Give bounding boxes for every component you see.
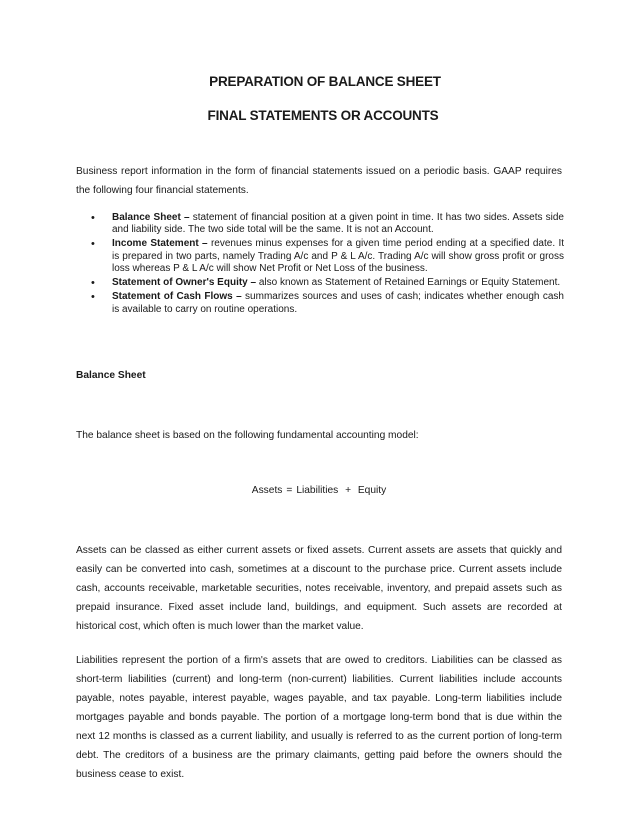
model-intro-paragraph: The balance sheet is based on the following fundamental accounting model: bbox=[76, 430, 419, 441]
equation-plus: + bbox=[345, 485, 352, 496]
equation-left: Assets bbox=[251, 485, 283, 496]
statement-description: statement of financial position at a given point in time. It has two sides. Assets side and liability side. The two side total will be the same. It is not an Account. bbox=[112, 212, 564, 236]
document-title: PREPARATION OF BALANCE SHEET bbox=[209, 74, 441, 89]
intro-paragraph: Business report information in the form of financial statements issued on a periodic basis. GAAP requires the following four financial statements. bbox=[76, 166, 562, 196]
statement-description: revenues minus expenses for a given time period ending at a specified date. It is prepared in two parts, namely Trading A/c and P & L A/c. Trading A/c will show gross profit or gross loss whereas P & L A/c will show Net Profit or Net Loss of the business. bbox=[112, 238, 565, 275]
accounting-equation bbox=[0, 485, 638, 496]
statement-term: Income Statement bbox=[112, 238, 199, 250]
statement-description: also known as Statement of Retained Earnings or Equity Statement. bbox=[258, 277, 561, 289]
section-heading: Balance Sheet bbox=[76, 370, 146, 381]
equation-term-1: Liabilities bbox=[296, 485, 339, 496]
list-item bbox=[76, 291, 564, 316]
statement-description: summarizes sources and uses of cash; indicates whether enough cash is available to carry on routine operations. bbox=[112, 291, 564, 315]
statement-term: Statement of Owner's Equity bbox=[112, 277, 248, 289]
document-subtitle: FINAL STATEMENTS OR ACCOUNTS bbox=[207, 108, 439, 123]
liabilities-paragraph: Liabilities represent the portion of a firm's assets that are owed to creditors. Liabilities can be classed as short-term liabilities (current) and long-term (non-current) liabilities. Current liabilities include accounts payable, notes payable, interest payable, wages payable, and tax payable. Long-term liabilities include mortgages payable and bonds payable. The portion of a mortgage long-term bond that is due within the next 12 months is classed as a current liability, and usually is referred to as the current portion of long-term debt. The creditors of a business are the primary claimants, getting paid before the owners should the business cease to exist. bbox=[76, 655, 562, 780]
statement-separator: – bbox=[180, 212, 193, 223]
statement-separator: – bbox=[198, 238, 211, 250]
equation-term-2: Equity bbox=[357, 485, 387, 496]
financial-statements-list bbox=[76, 212, 564, 318]
statement-term: Balance Sheet bbox=[112, 212, 181, 223]
list-item bbox=[76, 277, 564, 289]
list-item bbox=[76, 238, 564, 275]
assets-paragraph: Assets can be classed as either current assets or fixed assets. Current assets are assets that quickly and easily can be converted into cash, sometimes at a discount to the purchase price. Current assets include cash, accounts receivable, marketable securities, notes receivable, inventory, and prepaid assets such as prepaid insurance. Fixed asset include land, buildings, and equipment. Such assets are recorded at historical cost, which often is much lower than the market value. bbox=[76, 545, 562, 632]
statement-term: Statement of Cash Flows bbox=[112, 291, 233, 303]
statement-separator: – bbox=[232, 291, 246, 303]
equation-equals: = bbox=[286, 485, 293, 496]
list-item bbox=[76, 212, 564, 237]
statement-separator: – bbox=[247, 277, 259, 289]
